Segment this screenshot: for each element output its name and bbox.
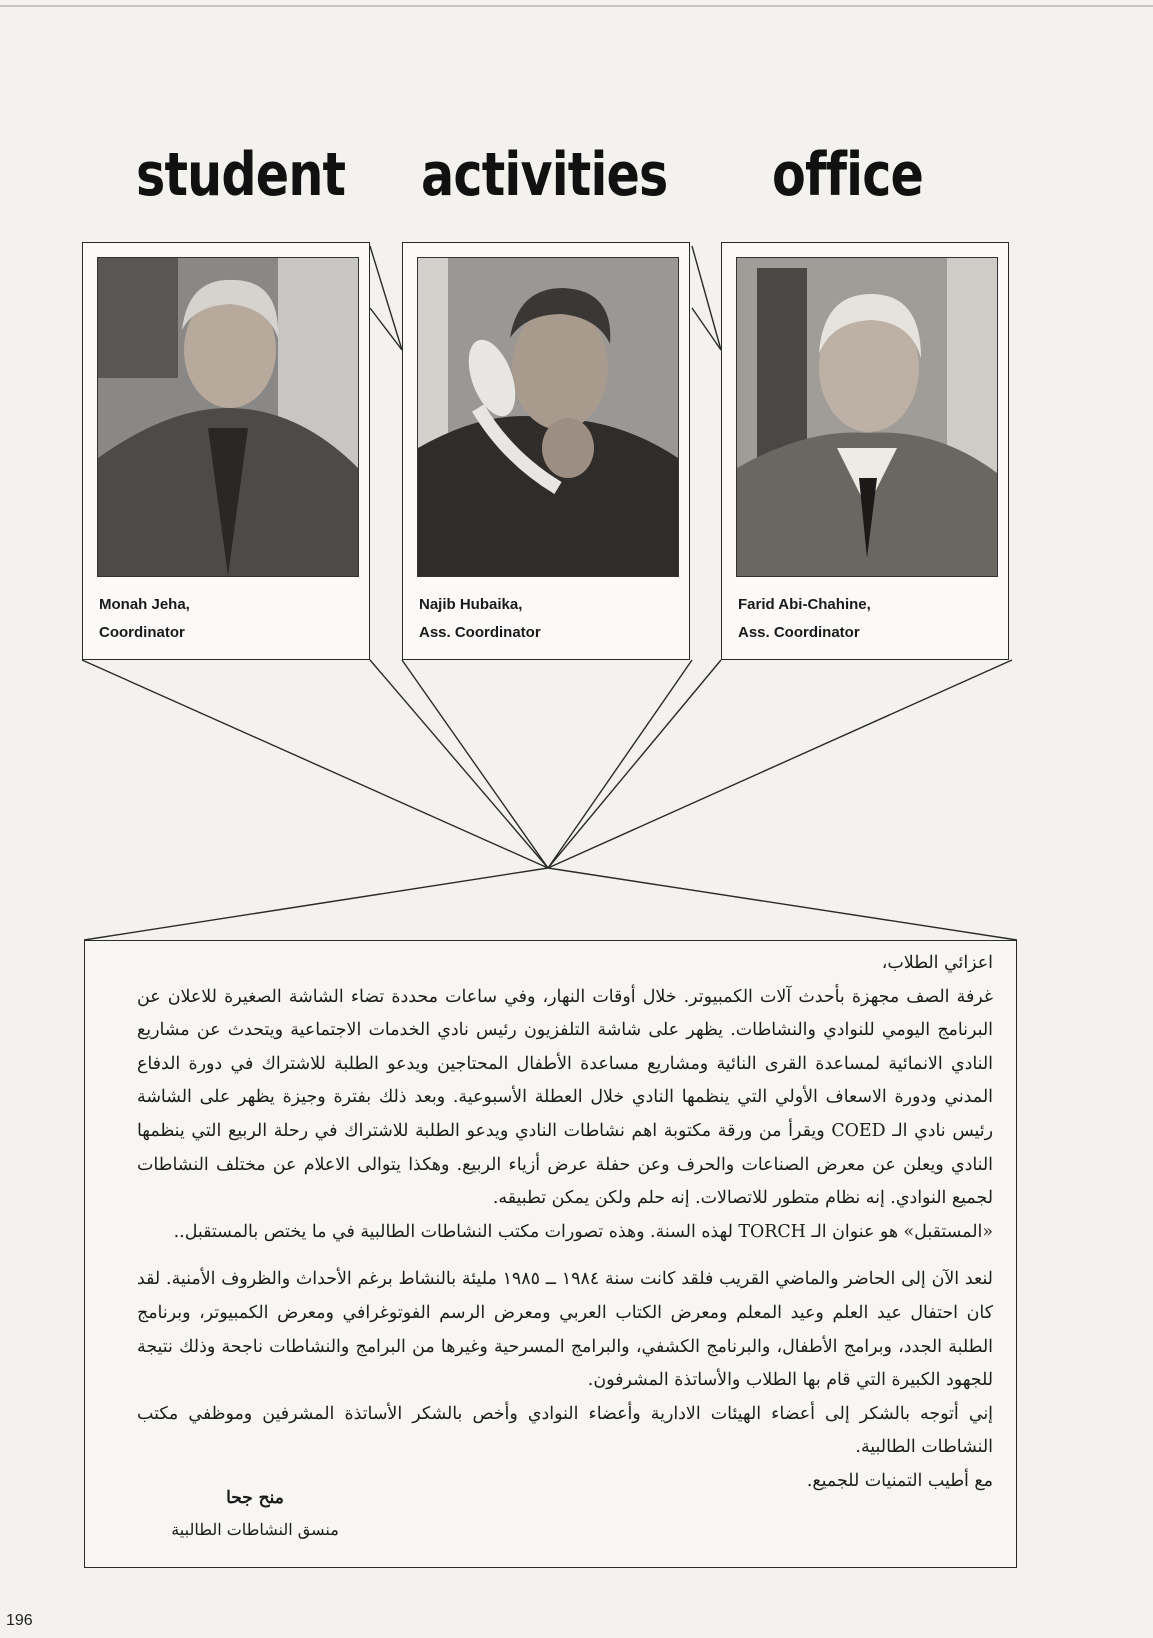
- letter-box: [84, 940, 1017, 1568]
- portrait-photo: [417, 257, 679, 577]
- staff-caption: [738, 591, 871, 647]
- letter-salutation: اعزائي الطلاب،: [881, 953, 993, 973]
- staff-caption: [419, 591, 541, 647]
- letter-text: [137, 947, 993, 1499]
- staff-name: Najib Hubaika,: [419, 596, 523, 613]
- staff-role: Coordinator: [99, 624, 185, 641]
- letter-paragraph-2: «المستقبل» هو عنوان الـ TORCH لهذه السنة. وهذه تصورات مكتب النشاطات الطالبية في ما يختص بالمستقبل..: [173, 1221, 993, 1242]
- letter-closing: مع أطيب التمنيات للجميع.: [806, 1470, 993, 1491]
- letter-paragraph-3: لنعد الآن إلى الحاضر والماضي القريب فلقد كانت سنة ١٩٨٤ ــ ١٩٨٥ مليئة بالنشاط برغم الأحداث والظروف الأمنية. لقد كان احتفال عيد العلم وعيد المعلم ومعرض الكتاب العربي ومعرض الرسم الفوتوغرافي ومعرض الكمبيوتر، وبرنامج الطلبة الجدد، وبرامج الأطفال، والبرنامج الكشفي، والبرامج المسرحية وغيرها من البرامج والنشاطات ناجحة وذلك نتيجة للجهود الكبيرة التي قام بها الطلاب والأساتذة المشرفون.: [137, 1269, 993, 1391]
- title-word-office: office: [772, 140, 924, 210]
- title-word-student: student: [136, 140, 346, 210]
- page-number: 196: [6, 1612, 33, 1629]
- staff-card-3: [721, 242, 1009, 660]
- staff-name: Farid Abi-Chahine,: [738, 596, 871, 613]
- letter-paragraph-1: غرفة الصف مجهزة بأحدث آلات الكمبيوتر. خلال أوقات النهار، وفي ساعات محددة تضاء الشاشة الصغيرة للاعلان عن البرنامج اليومي للنوادي والنشاطات. يظهر على شاشة التلفزيون رئيس نادي الخدمات الاجتماعية ويتحدث عن مشاريع النادي الانمائية لمساعدة القرى النائية ومشاريع مساعدة الأطفال المحتاجين ويدعو الطلبة للاشتراك في دورة الدفاع المدني ودورة الاسعاف الأولي التي ينظمها النادي خلال العطلة الأسبوعية. وبعد ذلك بفترة وجيزة يظهر على الشاشة رئيس نادي الـ COED ويقرأ من ورقة مكتوبة اهم نشاطات النادي ويدعو الطلبة للاشتراك في رحلة الربيع التي ينظمها النادي ويعلن عن معرض الصناعات والحرف وعن حفلة عرض أزياء الربيع. وهكذا يتوالى الاعلام عن مختلف النشاطات لجميع النوادي. إنه نظام متطور للاتصالات. إنه حلم ولكن يمكن تطبيقه.: [137, 986, 994, 1209]
- portrait-photo: [97, 257, 359, 577]
- signature-name: منح جحا: [226, 1488, 284, 1508]
- letter-paragraph-4: إني أتوجه بالشكر إلى أعضاء الهيئات الادارية وأعضاء النوادي وأخص بالشكر الأساتذة المشرفين وموظفي مكتب النشاطات الطالبية.: [137, 1403, 993, 1458]
- staff-role: Ass. Coordinator: [738, 624, 860, 641]
- staff-caption: [99, 591, 190, 647]
- staff-card-2: [402, 242, 690, 660]
- portrait-photo: [736, 257, 998, 577]
- staff-role: Ass. Coordinator: [419, 624, 541, 641]
- signature-title: منسق النشاطات الطالبية: [171, 1520, 339, 1539]
- signature-block: [145, 1482, 365, 1546]
- staff-card-1: [82, 242, 370, 660]
- title-word-activities: activities: [421, 140, 668, 210]
- staff-name: Monah Jeha,: [99, 596, 190, 613]
